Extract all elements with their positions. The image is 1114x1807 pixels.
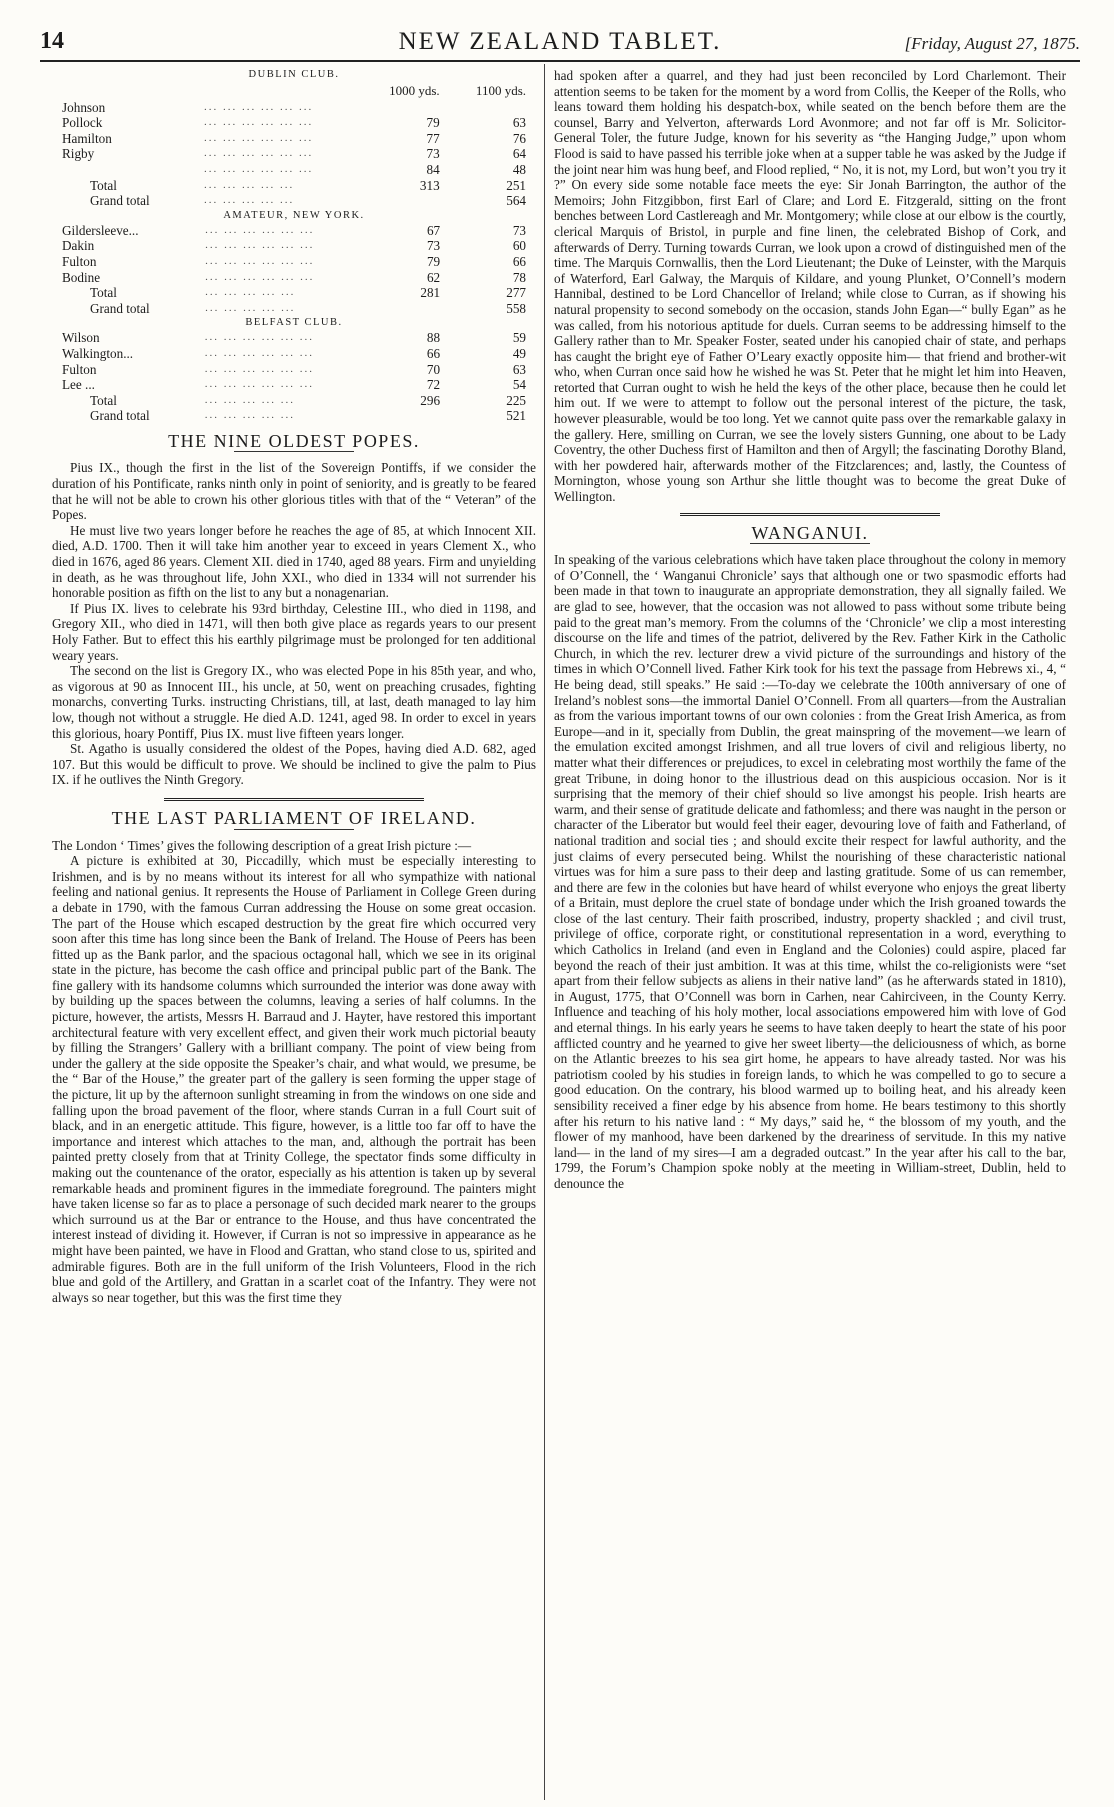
score-b: 76 xyxy=(512,130,526,146)
section-rule xyxy=(164,798,424,801)
score-b: 78 xyxy=(512,269,526,285)
shooter-name: Wilson xyxy=(62,330,100,346)
article-nine-oldest-popes xyxy=(52,430,536,788)
grand-total-label: Grand total xyxy=(90,300,150,316)
shooter-name xyxy=(52,162,204,178)
total-a: 313 xyxy=(419,177,440,193)
column-header: 1000 yds. xyxy=(389,83,440,98)
score-a: 66 xyxy=(426,345,441,361)
score-a: 77 xyxy=(426,130,440,146)
score-b: 60 xyxy=(512,238,526,254)
score-b xyxy=(450,100,536,116)
total-row: Total ... ... ... ... ... 313 251 xyxy=(52,178,536,194)
score-a: 84 xyxy=(426,161,440,177)
score-b: 54 xyxy=(512,377,526,393)
score-row: Pollock ... ... ... ... ... ... 79 63 xyxy=(52,115,536,131)
score-row: Fulton ... ... ... ... ... ... 79 66 xyxy=(52,254,536,270)
title-rule xyxy=(234,451,354,454)
total-b: 277 xyxy=(506,285,526,301)
article-wanganui xyxy=(554,522,1066,1192)
score-a: 88 xyxy=(426,330,441,346)
total-label: Total xyxy=(90,392,117,408)
article-last-parliament xyxy=(52,807,536,1305)
article-paragraph: In speaking of the various celebrations which have taken place throughout the colony in memory of O’Connell, the ‘ Wanganui Chronicle’ says that although one or two spasmodic efforts had been made in that town to inaugurate an appropriate demonstration, they all signally failed. We are glad to see, however, that the occasion was not allowed to pass without some tribute being paid to the great man’s memory. From the columns of the ‘Chronicle’ we clip a most interesting discourse on the life and times of the patriot, delivered by the Rev. Father Kirk in the Catholic Church, in which the rev. lecturer drew a vivid picture of the surroundings and history of the times in which O’Connell lived. Father Kirk took for his text the passage from Hebrews xi., 4, “ He being dead, still speaks.” He said :—To-day we celebrate the 100th anniversary of one of Ireland’s noblest sons—the immortal Daniel O’Connell. From all quarters—from the Australian as from the various important towns of our own colonies : from the Great Irish America, as from Europe—and in it, specially from Dublin, the great mainspring of the movement—we learn of the emulation excited amongst Irishmen, and all true lovers of civil and religious liberty, no matter what their differences or prejudices, to excel in celebrating most worthily the fame of the great Tribune, in doing honor to the illustrious dead on this auspicious occasion. Nor is it surprising that the memory of their chief should so live amongst his people. Irish hearts are warm, and their sense of gratitude delicate and fathomless; and there was naught in the person or character of the Liberator but would feel their eager, devouring love of faith and Fatherland, of national tradition and social ties ; and should excite their respect for lawful authority, and the just claims of every persecuted being. Whilst the nourishing of these characteristic national virtues was for him a sure pass to their deep and lasting gratitude. Some of us can remember, and there are few in the colonies but have heard of whilst everyone who enjoys the great liberty of a Britain, must deplore the cruel state of bondage under which the Irish groaned towards the close of the last century. Their faith proscribed, industry, property shackled ; and civil trust, privilege of office, corporate right, or constitutional representation in a word, everything to which Catholics in Ireland (and even in England and the Colonies) could aspire, placed far beyond the reach of their just ambition. It was at this time, whilst the co-religionists were “set apart from their fellow subjects as aliens in their native land” (as he afterwards stated in 1810), in August, 1775, that O’Connell was born in Carhen, near Cahirciveen, in the County Kerry. Influence and teaching of his holy mother, local associations empowered him with love of God and eternal things. In his early years he seems to have taken deeply to heart the state of his poor afflicted country and he yearned to give her sweet liberty—the deliciousness of which, as borne on the Atlantic breezes to his sea girt home, he appears to have already tasted. Nor was his patriotism cooled by his studies in foreign lands, to which he was compelled to go to secure a good education. On the contrary, his blood warmed up to boiling heat, and his already keen sensibility received a finer edge by his absence from home. He bears testimony to this shortly after his return to his native land : “ My days,” said he, “ the blossom of my youth, and the flower of my manhood, have been darkened by the dreariness of servitude. In this my native land— in the land of my sires—I am a degraded outcast.” In the year after his call to the bar, 1799, the Forum’s Champion spoke nobly at the meeting in William-street, Dublin, held to denounce the xyxy=(554,552,1066,1191)
score-b: 49 xyxy=(512,345,526,361)
score-row: ... ... ... ... ... ... 84 48 xyxy=(52,162,536,178)
scores-table xyxy=(52,330,536,424)
score-columns-row xyxy=(52,82,536,100)
score-b: 63 xyxy=(512,361,526,377)
score-row: Rigby ... ... ... ... ... ... 73 64 xyxy=(52,146,536,162)
total-row: Total ... ... ... ... ... 296 225 xyxy=(52,393,536,409)
article-paragraph: Pius IX., though the first in the list of the Sovereign Pontiffs, if we consider the duration of his Pontificate, ranks ninth only in point of seniority, and is greatly to be feared that he will not be able to crown his other glorious titles with that of the “ Veteran” of the Popes. xyxy=(52,460,536,523)
total-label: Total xyxy=(90,285,117,301)
article-title: WANGANUI. xyxy=(751,522,869,543)
title-rule xyxy=(750,543,870,546)
score-row: Wilson ... ... ... ... ... ... 88 59 xyxy=(52,330,536,346)
score-b: 66 xyxy=(512,253,526,269)
page-number: 14 xyxy=(40,28,64,54)
right-column xyxy=(554,68,1066,1192)
issue-date: [Friday, August 27, 1875. xyxy=(904,34,1080,53)
score-a: 72 xyxy=(426,377,441,393)
score-b: 59 xyxy=(512,330,526,346)
score-a: 79 xyxy=(426,253,441,269)
score-row: Lee ... ... ... ... ... ... ... 72 54 xyxy=(52,377,536,393)
left-column xyxy=(52,68,536,1305)
article-title: THE NINE OLDEST POPES. xyxy=(168,430,420,451)
shooter-name: Pollock xyxy=(62,115,103,131)
total-row: Total ... ... ... ... ... 281 277 xyxy=(52,285,536,301)
masthead xyxy=(40,26,1080,60)
shooter-name: Fulton xyxy=(62,253,97,269)
total-a: 281 xyxy=(420,285,441,301)
article-paragraph: The London ‘ Times’ gives the following description of a great Irish picture :— xyxy=(52,837,472,853)
total-a: 296 xyxy=(420,392,441,408)
score-a: 70 xyxy=(426,361,441,377)
paper-title: NEW ZEALAND TABLET. xyxy=(398,28,722,55)
grand-total-label: Grand total xyxy=(90,193,150,209)
grand-total-row: Grand total ... ... ... ... ... 521 xyxy=(52,408,536,424)
score-row: Dakin ... ... ... ... ... ... 73 60 xyxy=(52,238,536,254)
shooter-name: Hamilton xyxy=(62,130,112,146)
grand-total-row: Grand total ... ... ... ... ... 558 xyxy=(52,301,536,317)
score-b: 63 xyxy=(512,115,526,131)
score-a: 67 xyxy=(426,222,441,238)
shooter-name: Dakin xyxy=(62,238,95,254)
article-paragraph: St. Agatho is usually considered the oldest of the Popes, having died A.D. 682, aged 107. But this would be difficult to prove. We should be inclined to give the palm to Pius IX. if he outlives the Ninth Gregory. xyxy=(52,741,536,788)
score-row: Hamilton ... ... ... ... ... ... 77 76 xyxy=(52,131,536,147)
column-divider xyxy=(544,64,545,1800)
rifle-scores xyxy=(52,68,536,424)
score-row: Johnson ... ... ... ... ... ... xyxy=(52,100,536,116)
title-rule xyxy=(234,829,354,832)
article-continuation: had spoken after a quarrel, and they had just been reconciled by Lord Charlemont. Their attention seems to be taken for the moment by a word from Collis, the Keeper of the Rolls, who leans toward them holding his despatch-box, while seated on the bench before them are the counsel, Barry and Yelverton, afterwards Lord Avonmore; and not far off is Mr. Solicitor-General Toler, the future Judge, known for his severity as “the Hanging Judge,” upon whom Flood is said to have passed his terrible joke when at a supper table he was asked by the Judge if the joint near him was hung beef, and Flood replied, “ No, it is not, my Lord, but won’t you try it ?” On every side some notable face meets the eye: Sir Jonah Barrington, the author of the Memoirs; John Fitzgibbon, first Earl of Clare; and Lord E. Fitzgerald, sitting on the front benches between Lord Castlereagh and Mr. Montgomery; while close at our elbow is the courtly, clerical Marquis of Bristol, in purple and fine linen, the celebrated Bishop of Cork, and afterwards of Derry. Turning towards Curran, we look upon a crowd of distinguished men of the time. The Marquis Cornwallis, then the Lord Lieutenant; the Duke of Leinster, with the Marquis of Waterford, Earl Galway, the Marquis of Kildare, and young Plunket, O’Connell’s modern Hannibal, destined to be Lord Chancellor of Ireland; while close to Curran, as if showing his natural propensity to second somebody on the occasion, stands John Egan—“ bully Egan” as he was called, from his notorious aptitude for duels. Curran seems to be addressing himself to the Gallery rather than to Mr. Speaker Foster, seated under his canopied chair of state, and perhaps has caught the bright eye of Father O’Leary exactly opposite him— that friend and brother-wit who, when Curran once said how he wished he was St. Peter that he might let him into Heaven, retorted that Curran ought to wish he held the keys of the other place, because then he could let him out. If we were to attempt to follow out the personal interest of the picture, the task, however pleasurable, would be too long. Yet we cannot quite pass over the remarkable galaxy in the gallery. Here, smilling on Curran, we see the lovely sisters Gunning, one about to be Lady Coventry, the other Duchess first of Hamilton and then of Argyll; the fascinating Dorothy Bland, with her powdered hair, afterwards mother of the Fitzclarences; and, lastly, the Countess of Mornington, whose young son Arthur she little thought was to become the great Duke of Wellington. xyxy=(554,68,1066,505)
total-b: 251 xyxy=(506,177,526,193)
club-heading: DUBLIN CLUB. xyxy=(248,69,340,80)
scores-table xyxy=(52,223,536,317)
score-row: Gildersleeve... ... ... ... ... ... ... 67 73 xyxy=(52,223,536,239)
score-row: Bodine ... ... ... ... ... ... 62 78 xyxy=(52,270,536,286)
article-paragraph: A picture is exhibited at 30, Piccadilly, which must be especially interesting to Irishmen, and is by no means without its interest for all who sympathize with national feeling and national genius. It represents the House of Parliament in College Green during a debate in 1790, with the famous Curran addressing the House on some great occasion. The part of the House which escaped destruction by the great fire which occurred very soon after this time has long since been the Bank of Ireland. The House of Peers has been fitted up as the Bank parlor, and the spacious octagonal hall, which we see in its original state in the picture, has become the cash office and principal public part of the Bank. The fine gallery with its handsome columns which surrounded the interior was done away with by building up the spaces between the columns, leaving a series of half columns. In the picture, however, the artists, Messrs H. Barraud and J. Hayter, have restored this important architectural feature with very excellent effect, and given their work much pictorial beauty by filling the Strangers’ Gallery with a brilliant company. The point of view being from under the gallery at the side opposite the Speaker’s chair, and what would, we presume, be the “ Bar of the House,” the greater part of the gallery is seen forming the upper stage of the picture, lit up by the afternoon sunlight streaming in from the windows on one side and falling upon the broad pavement of the floor, where stands Curran in a full Court suit of black, and in an energetic attitude. This figure, however, is a little too far off to have the importance and interest which attaches to the man, and, although the portrait has been painted pretty closely from that at Trinity College, the spectator finds some difficulty in making out the countenance of the orator, especially as his attention is taken up by several remarkable heads and prominent figures in the immediate foreground. The painters might have taken license so far as to place a personage of such decided mark nearer to the groups which surround us at the Bar or entrance to the House, and thus have concentrated the interest instead of dividing it. However, if Curran is not so impressive in appearance as he might have been painted, we have in Flood and Grattan, who stand close to us, spirited and admirable figures. Both are in the full uniform of the Irish Volunteers, Flood in the rich blue and gold of the Artillery, and Grattan in a scarlet coat of the Infantry. They were not always so near together, but this was the first time they xyxy=(52,853,536,1305)
article-paragraph: He must live two years longer before he reaches the age of 85, at which Innocent XII. died, A.D. 1700. Then it will take him another year to exceed in years Clement X., who died in 1676, aged 86 years. Clement XII. died in 1740, aged 88 years. Firm and unyielding in death, as he was throughout life, John XXI., who died in 1334 will not surrender his honorable position as fifth on the list to any but a nonagenarian. xyxy=(52,522,536,601)
score-b: 73 xyxy=(512,222,526,238)
grand-total-row: Grand total ... ... ... ... ... 564 xyxy=(52,193,536,209)
grand-total-value: 521 xyxy=(506,408,526,424)
shooter-name: Bodine xyxy=(62,269,101,285)
score-a xyxy=(363,100,449,116)
score-b: 64 xyxy=(512,146,526,162)
article-paragraph: The second on the list is Gregory IX., who was elected Pope in his 85th year, and who, as vigorous at 90 as Innocent III., his uncle, at 50, went on preaching crusades, fighting monarchs, converting Turks. instructing Christians, till, at last, death managed to lay him low, though not without a struggle. He died A.D. 1241, aged 98. In order to excel in years this glorious, hoary Pontiff, Pius IX. must live fifteen years longer. xyxy=(52,663,536,741)
scores-table xyxy=(52,82,536,209)
shooter-name: Walkington... xyxy=(62,345,134,361)
score-row: Fulton ... ... ... ... ... ... 70 63 xyxy=(52,362,536,378)
score-a: 73 xyxy=(426,146,440,162)
grand-total-value: 558 xyxy=(506,300,526,316)
shooter-name: Lee ... xyxy=(62,377,95,393)
score-a: 62 xyxy=(426,269,441,285)
grand-total-label: Grand total xyxy=(90,408,150,424)
shooter-name: Johnson xyxy=(62,99,106,115)
grand-total-value: 564 xyxy=(506,193,526,209)
shooter-name: Fulton xyxy=(62,361,97,377)
header-rule xyxy=(40,60,1080,62)
score-row: Walkington... ... ... ... ... ... ... 66 49 xyxy=(52,346,536,362)
shooter-name: Rigby xyxy=(62,146,95,162)
score-a: 73 xyxy=(426,238,441,254)
total-label: Total xyxy=(90,177,117,193)
column-header: 1100 yds. xyxy=(475,83,526,98)
section-rule xyxy=(680,513,940,516)
total-b: 225 xyxy=(506,392,526,408)
article-paragraph: If Pius IX. lives to celebrate his 93rd birthday, Celestine III., who died in 1198, and Gregory XII., who died in 1471, will then both give place as regards years to our present Holy Father. But to effect this his earthly pilgrimage must be prolonged for ten additional weary years. xyxy=(52,600,536,663)
shooter-name: Gildersleeve... xyxy=(62,222,139,238)
score-a: 79 xyxy=(426,115,440,131)
score-b: 48 xyxy=(512,161,526,177)
article-title: THE LAST PARLIAMENT OF IRELAND. xyxy=(111,807,477,828)
club-heading: AMATEUR, NEW YORK. xyxy=(223,209,365,221)
club-heading: BELFAST CLUB. xyxy=(245,317,343,329)
